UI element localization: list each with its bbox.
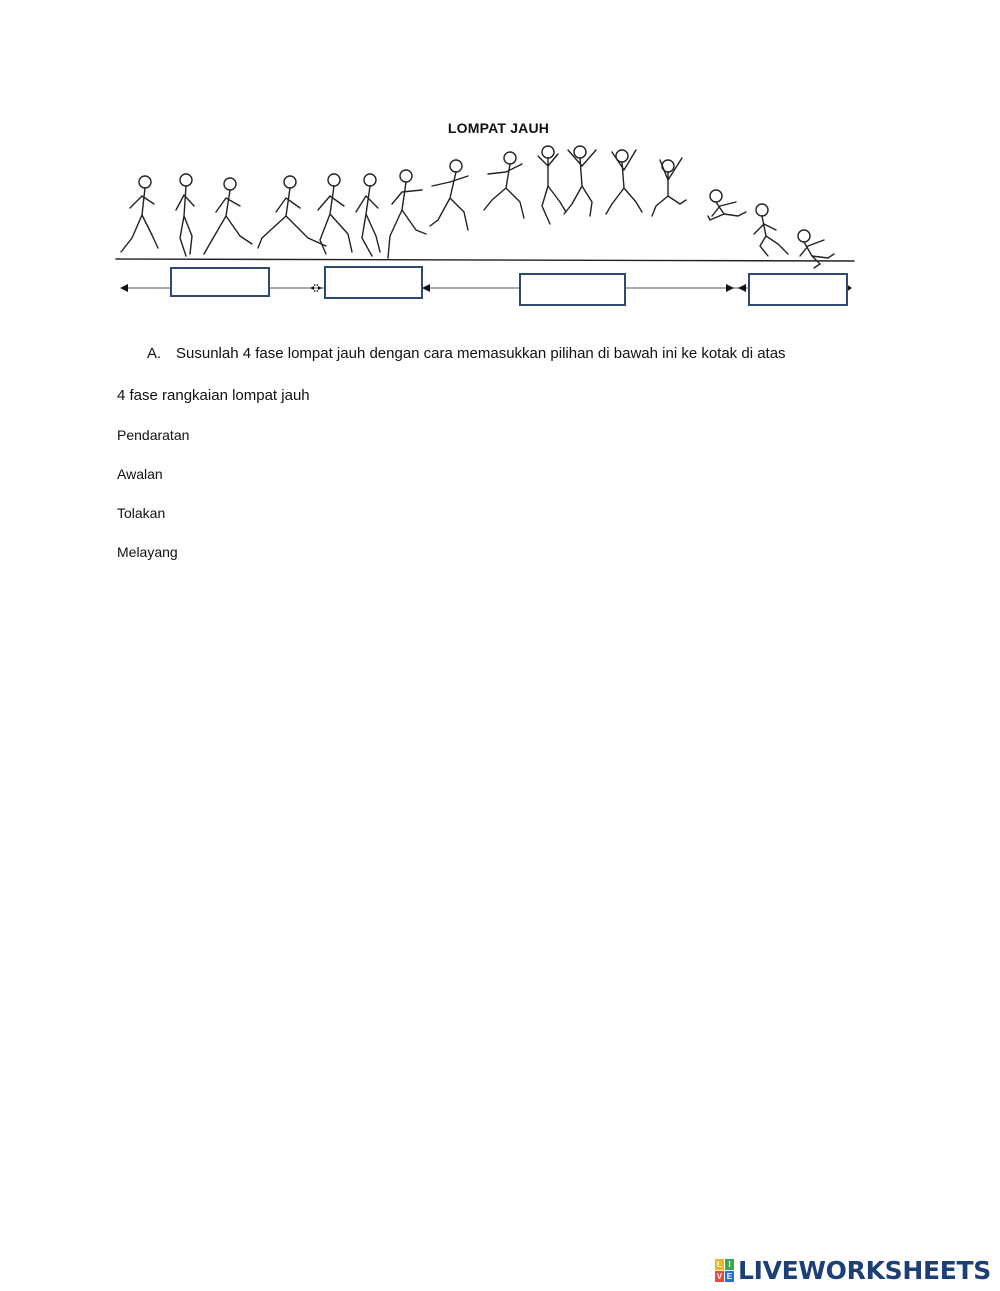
- answer-box-2[interactable]: [324, 266, 423, 299]
- flight-figure-3: [564, 146, 596, 216]
- page-title: LOMPAT JAUH: [447, 120, 550, 136]
- instruction-text: Susunlah 4 fase lompat jauh dengan cara memasukkan pilihan di bawah ini ke kotak di atas: [176, 345, 786, 362]
- ground-line: [116, 259, 854, 261]
- arrow-left-icon: [120, 284, 128, 292]
- arrow-left-icon: [422, 284, 430, 292]
- landing-figure-2: [754, 204, 788, 256]
- landing-figure-3: [798, 230, 834, 268]
- runner-figure-3: [204, 178, 252, 254]
- answer-box-1[interactable]: [170, 267, 270, 297]
- runner-figure-2: [176, 174, 194, 256]
- answer-box-3[interactable]: [519, 273, 626, 306]
- brand-name: LIVEWORKSHEETS: [737, 1255, 991, 1285]
- flight-figure-5: [652, 158, 686, 216]
- option-tolakan[interactable]: Tolakan: [117, 505, 166, 521]
- runner-figure-4: [258, 176, 326, 248]
- runner-figure-1: [121, 176, 158, 252]
- flight-figure-1: [484, 152, 524, 218]
- option-pendaratan[interactable]: Pendaratan: [117, 427, 190, 443]
- runner-figure-5: [318, 174, 352, 254]
- flight-figure-4: [606, 150, 642, 214]
- takeoff-figure-2: [430, 160, 468, 230]
- takeoff-figure-1: [388, 170, 426, 258]
- liveworksheets-logo: [715, 1255, 991, 1285]
- flight-figure-2: [538, 146, 566, 224]
- option-awalan[interactable]: Awalan: [117, 466, 163, 482]
- options-heading: 4 fase rangkaian lompat jauh: [117, 387, 310, 404]
- option-melayang[interactable]: Melayang: [117, 544, 178, 560]
- answer-box-4[interactable]: [748, 273, 848, 306]
- instruction-letter: A.: [147, 345, 162, 362]
- brand-mark-icon: L I V E: [716, 1259, 733, 1281]
- runner-figure-6: [356, 174, 380, 256]
- landing-figure-1: [708, 190, 746, 220]
- instruction: [147, 345, 786, 362]
